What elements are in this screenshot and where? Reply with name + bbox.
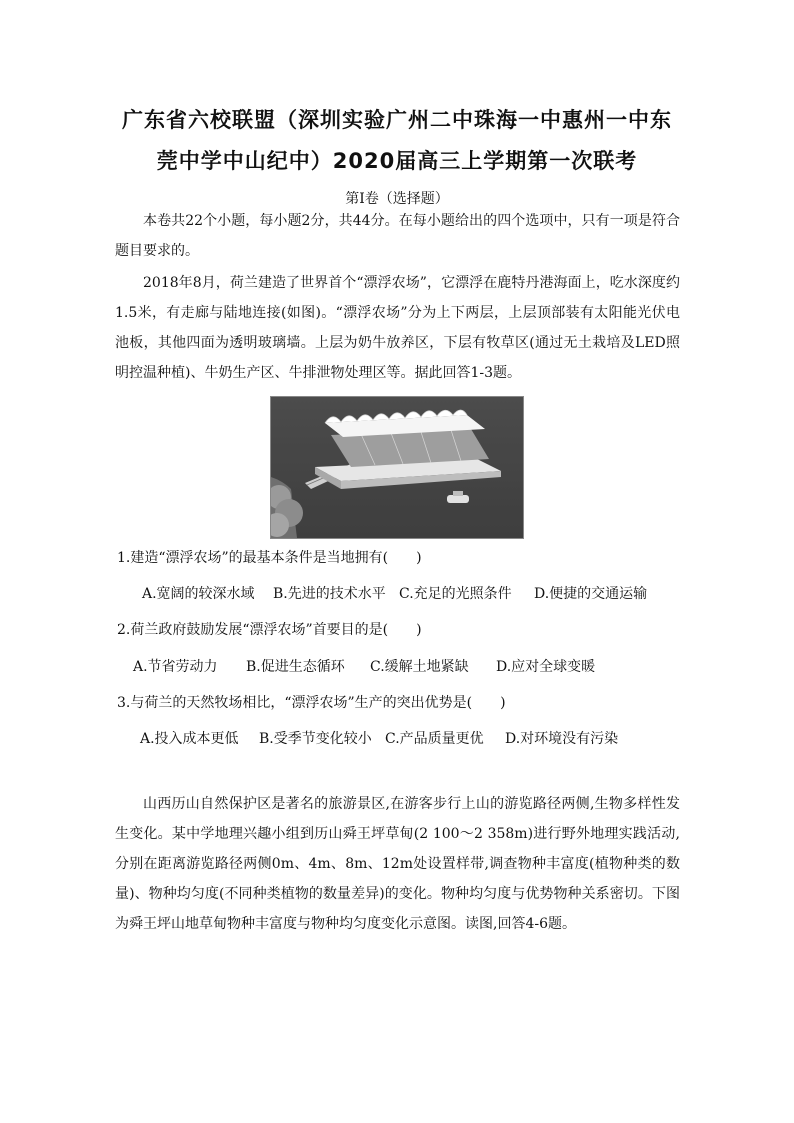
question-1-stem: 1.建造“漂浮农场”的最基本条件是当地拥有( ) — [117, 550, 422, 566]
exam-title-line2: 莞中学中山纪中）2020届高三上学期第一次联考 — [156, 149, 638, 173]
option-d[interactable]: D.应对全球变暖 — [496, 659, 596, 675]
passage-floating-farm: 2018年8月，荷兰建造了世界首个“漂浮农场”，它漂浮在鹿特丹港海面上，吃水深度约1.5米，有走廊与陆地连接(如图)。“漂浮农场”分为上下两层，上层顶部装有太阳能光伏电池板，其他四面为透明玻璃墙。上层为奶牛放养区，下层有牧草区(通过无土栽培及LED照明控温种植)、牛奶生产区、牛排泄物处理区等。据此回答1-3题。 — [115, 275, 680, 381]
question-3-stem: 3.与荷兰的天然牧场相比，“漂浮农场”生产的突出优势是( ) — [117, 695, 506, 711]
question-2-stem: 2.荷兰政府鼓励发展“漂浮农场”首要目的是( ) — [117, 622, 422, 638]
option-c[interactable]: C.产品质量更优 — [385, 731, 484, 747]
instructions-paragraph: 本卷共22个小题，每小题2分，共44分。在每小题给出的四个选项中，只有一项是符合题目要求的。 — [115, 213, 680, 259]
section-heading: 第Ⅰ卷（选择题） — [345, 191, 449, 207]
option-b[interactable]: B.先进的技术水平 — [273, 586, 386, 602]
option-b[interactable]: B.促进生态循环 — [246, 659, 345, 675]
option-c[interactable]: C.充足的光照条件 — [399, 586, 512, 602]
exam-title-line1: 广东省六校联盟（深圳实验广州二中珠海一中惠州一中东 — [122, 108, 672, 132]
option-b[interactable]: B.受季节变化较小 — [259, 731, 372, 747]
option-d[interactable]: D.便捷的交通运输 — [534, 586, 648, 602]
floating-farm-photo — [270, 396, 524, 539]
option-a[interactable]: A.节省劳动力 — [133, 659, 218, 675]
passage-lishan-meadow: 山西历山自然保护区是著名的旅游景区,在游客步行上山的游览路径两侧,生物多样性发生变化。某中学地理兴趣小组到历山舜王坪草甸(2 100～2 358m)进行野外地理实践活动,分别在距离游览路径两侧0m、4m、8m、12m处设置样带,调查物种丰富度(植物种类的数量)、物种均匀度(不同种类植物的数量差异)的变化。物种均匀度与优势物种关系密切。下图为舜王坪山地草甸物种丰富度与物种均匀度变化示意图。读图,回答4-6题。 — [115, 796, 680, 932]
option-a[interactable]: A.宽阔的较深水域 — [142, 586, 255, 602]
option-a[interactable]: A.投入成本更低 — [140, 731, 239, 747]
option-d[interactable]: D.对环境没有污染 — [505, 731, 619, 747]
option-c[interactable]: C.缓解土地紧缺 — [370, 659, 469, 675]
